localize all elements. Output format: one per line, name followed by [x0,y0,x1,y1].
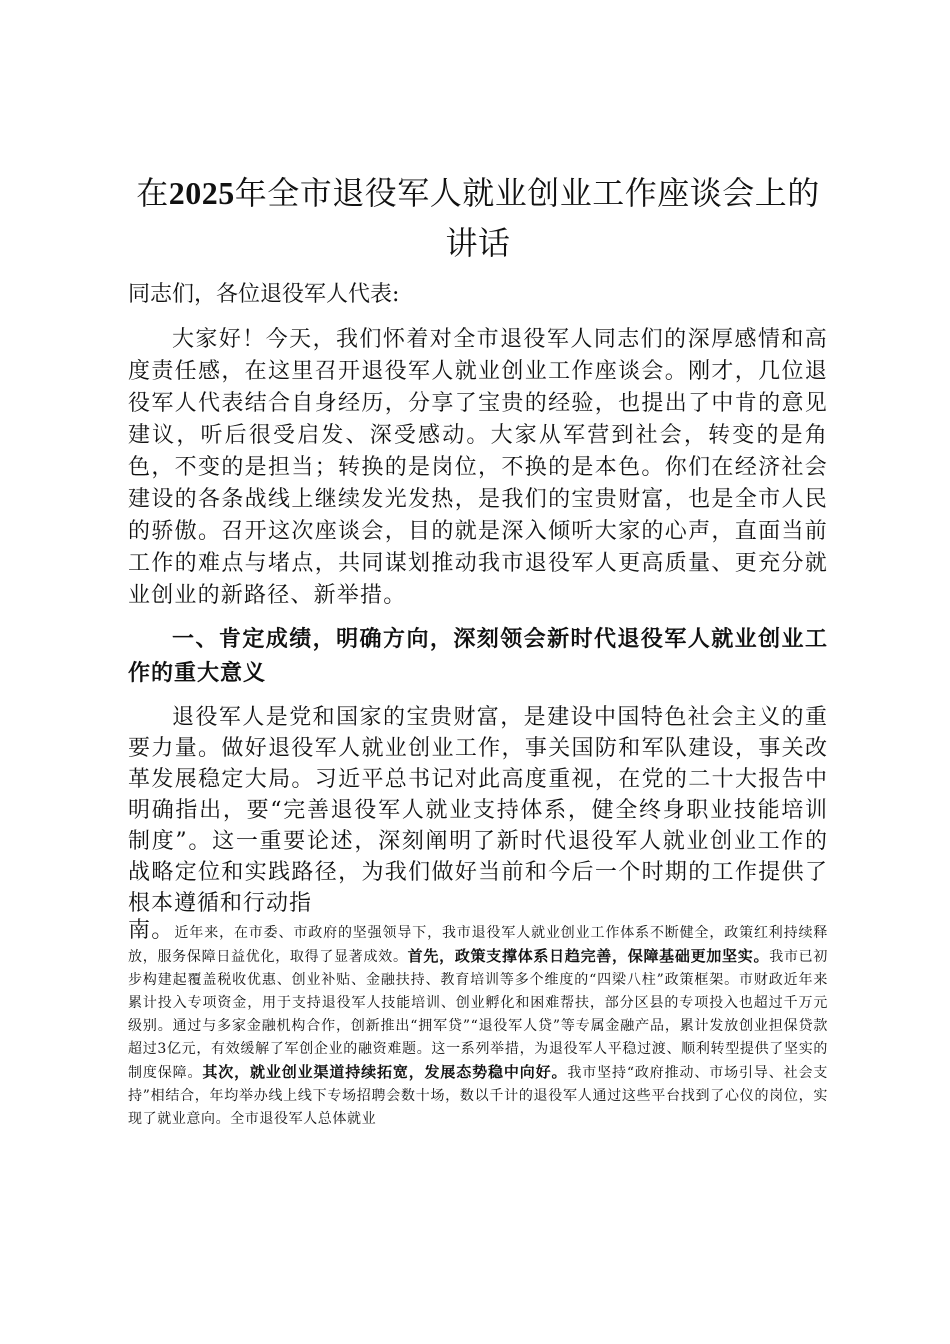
achievements-lead: 南。 [128,918,175,943]
achievements-bold-1: 首先，政策支撑体系日趋完善，保障基础更加坚实。 [407,947,770,965]
title-main: 年全市退役军人就业创业工作座谈会上的讲话 [234,174,820,262]
salutation: 同志们，各位退役军人代表: [128,282,400,307]
achievements-text-b: 我市已初步构建起覆盖税收优惠、创业补贴、金融扶持、教育培训等多个维度的“四梁八柱”政策框架。市财政近年来累计投入专项资金，用于支持退役军人技能培训、创业孵化和困难帮扶，部分区县的专项投入也超过千万元级别。通过与多家金融机构合作，创新推出“拥军贷”“退役军人贷”等专属金融产品，累计发放创业担保贷款超过3亿元，有效缓解了军创企业的融资难题。这一系列举措，为退役军人平稳过渡、顺利转型提供了坚实的制度保障。 [128,949,828,1081]
achievements-text-a: 近年来，在市委、市政府的坚强领导下，我市退役军人就业创业工作体系不断健全，政策红利持续释放，服务保障日益优化，取得了显著成效。 [128,925,828,965]
title-year: 2025 [168,175,235,211]
section-heading-1: 一、肯定成绩，明确方向，深刻领会新时代退役军人就业创业工作的重大意义 [128,626,828,686]
title-prefix: 在 [136,174,169,212]
achievements-bold-2: 其次，就业创业渠道持续拓宽，发展态势稳中向好。 [202,1063,568,1081]
achievements-text-c: 我市坚持“政府推动、市场引导、社会支持”相结合，年均举办线上线下专场招聘会数十场，数以千计的退役军人通过这些平台找到了心仪的岗位，实现了就业意向。全市退役军人总体就业 [128,1065,828,1127]
document-page [128,168,828,1131]
significance-paragraph: 退役军人是党和国家的宝贵财富，是建设中国特色社会主义的重要力量。做好退役军人就业创业工作，事关国防和军队建设，事关改革发展稳定大局。习近平总书记对此高度重视，在党的二十大报告中明确指出，要“完善退役军人就业支持体系，健全终身职业技能培训制度”。这一重要论述，深刻阐明了新时代退役军人就业创业工作的战略定位和实践路径，为我们做好当前和今后一个时期的工作提供了根本遵循和行动指 [128,705,828,916]
opening-paragraph: 大家好！今天，我们怀着对全市退役军人同志们的深厚感情和高度责任感，在这里召开退役军人就业创业工作座谈会。刚才，几位退役军人代表结合自身经历，分享了宝贵的经验，也提出了中肯的意见建议，听后很受启发、深受感动。大家从军营到社会，转变的是角色，不变的是担当；转换的是岗位，不换的是本色。你们在经济社会建设的各条战线上继续发光发热，是我们的宝贵财富，也是全市人民的骄傲。召开这次座谈会，目的就是深入倾听大家的心声，直面当前工作的难点与堵点，共同谋划推动我市退役军人更高质量、更充分就业创业的新路径、新举措。 [128,327,828,608]
document-title [128,168,828,268]
achievements-paragraph [128,919,828,1131]
